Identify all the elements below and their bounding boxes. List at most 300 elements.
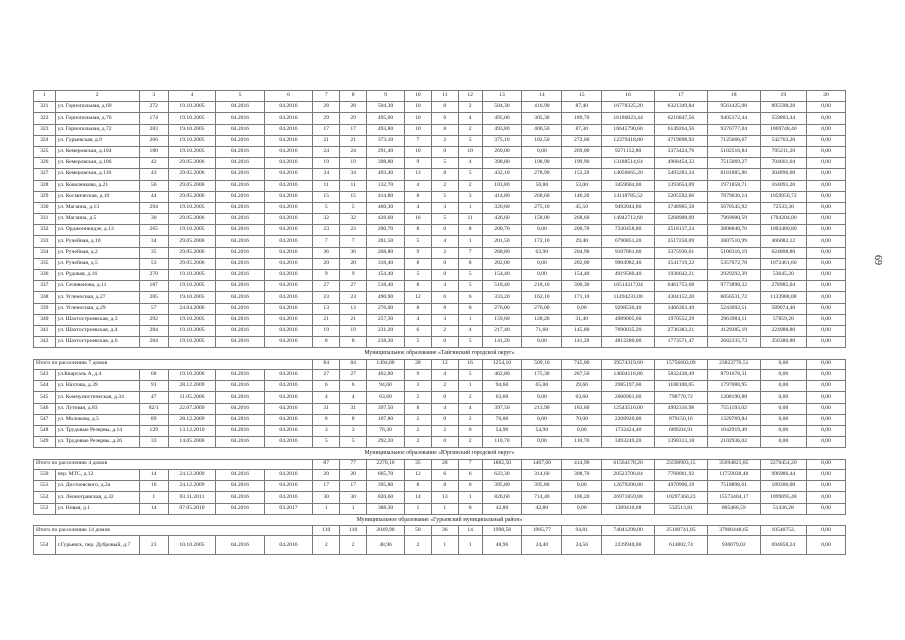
address-cell: ул. Трудовые Резервы, д.26 bbox=[55, 437, 139, 448]
table-cell: 23 bbox=[313, 292, 340, 303]
page-number: 69 bbox=[872, 255, 883, 265]
table-cell: 0,00 bbox=[807, 169, 846, 180]
table-cell: 89 bbox=[139, 414, 168, 425]
table-cell: 172,10 bbox=[522, 236, 562, 247]
table-cell: 3493249,20 bbox=[602, 437, 655, 448]
table-cell: 16180023,44 bbox=[602, 113, 655, 124]
column-number-cell: 14 bbox=[522, 91, 562, 102]
table-cell: 0,00 bbox=[522, 437, 562, 448]
table-cell: 0,00 bbox=[522, 270, 562, 281]
table-cell: 7 bbox=[404, 135, 431, 146]
table-cell: 8 bbox=[404, 191, 431, 202]
table-cell: 29.05.2006 bbox=[168, 258, 215, 269]
table-cell: 24.04.2006 bbox=[168, 303, 215, 314]
table-cell: 15573404,17 bbox=[707, 492, 760, 503]
address-cell: ул. Шахтостроевская, д.4 bbox=[55, 325, 139, 336]
column-number-cell: 1 bbox=[34, 91, 56, 102]
table-row bbox=[34, 536, 846, 555]
table-cell: 6149264,56 bbox=[655, 124, 708, 135]
column-number-cell: 2 bbox=[55, 91, 139, 102]
table-cell: 19.10.2005 bbox=[168, 314, 215, 325]
table-cell: 2 bbox=[458, 180, 482, 191]
table-cell: 339 bbox=[34, 303, 56, 314]
table-cell: 323 bbox=[34, 124, 56, 135]
table-cell: 04.2016 bbox=[264, 225, 313, 236]
table-cell: 7090035,20 bbox=[602, 325, 655, 336]
table-cell: 331 bbox=[34, 214, 56, 225]
table-cell: 04.2016 bbox=[264, 414, 313, 425]
column-number-cell: 10 bbox=[404, 91, 431, 102]
table-cell: 426,60 bbox=[367, 214, 405, 225]
table-cell: 4992316,98 bbox=[655, 403, 708, 414]
table-cell: 2 bbox=[313, 536, 340, 555]
table-cell: 1 bbox=[431, 536, 458, 555]
region-heading-row bbox=[34, 514, 846, 525]
table-cell: 11494233,00 bbox=[602, 292, 655, 303]
table-cell: 159,60 bbox=[482, 314, 522, 325]
table-cell: 13 bbox=[313, 303, 340, 314]
address-cell: ул. Ручейная, д.5 bbox=[55, 258, 139, 269]
table-cell: 04.2016 bbox=[264, 214, 313, 225]
table-cell: 3 bbox=[431, 202, 458, 213]
table-cell: 12543510,00 bbox=[602, 403, 655, 414]
table-cell: 24.12.2009 bbox=[168, 481, 215, 492]
table-cell: 398,80 bbox=[482, 158, 522, 169]
table-cell: 71,60 bbox=[522, 325, 562, 336]
table-cell: 495,00 bbox=[482, 113, 522, 124]
table-cell: 0,00 bbox=[807, 314, 846, 325]
table-cell: 2 bbox=[404, 536, 431, 555]
table-cell: 23 bbox=[340, 225, 367, 236]
column-number-cell: 17 bbox=[655, 91, 708, 102]
table-cell: 20 bbox=[313, 258, 340, 269]
table-cell: 272 bbox=[139, 102, 168, 113]
table-cell: 10.10.2005 bbox=[168, 536, 215, 555]
table-cell: 8 bbox=[404, 403, 431, 414]
table-cell: 04.2016 bbox=[216, 247, 265, 258]
table-row bbox=[34, 270, 846, 281]
table-cell: 3375936,61 bbox=[655, 247, 708, 258]
total-cell: 509,10 bbox=[522, 359, 562, 370]
column-number-cell: 9 bbox=[367, 91, 405, 102]
address-cell: ул.Кварталь А, д.4 bbox=[55, 370, 139, 381]
table-cell: 153,20 bbox=[562, 169, 602, 180]
table-cell: 554 bbox=[34, 536, 56, 555]
table-cell: 332 bbox=[34, 225, 56, 236]
table-cell: 0,00 bbox=[522, 414, 562, 425]
table-cell: 7518898,61 bbox=[707, 481, 760, 492]
column-number-cell: 11 bbox=[431, 91, 458, 102]
table-cell: 8 bbox=[404, 258, 431, 269]
table-cell: 36 bbox=[313, 247, 340, 258]
table-cell: 3 bbox=[458, 191, 482, 202]
table-cell: 04.2016 bbox=[264, 158, 313, 169]
table-cell: 2 bbox=[431, 247, 458, 258]
table-cell: 12679200,80 bbox=[602, 481, 655, 492]
table-cell: 8 bbox=[431, 481, 458, 492]
table-cell: 14 bbox=[404, 492, 431, 503]
total-cell: 2270454,20 bbox=[760, 459, 806, 470]
table-cell: 107,80 bbox=[367, 414, 405, 425]
table-cell: 1 bbox=[139, 492, 168, 503]
table-cell: 504,30 bbox=[482, 102, 522, 113]
table-cell: 04.2016 bbox=[216, 191, 265, 202]
table-cell: 490,90 bbox=[367, 292, 405, 303]
table-cell: 276,00 bbox=[482, 303, 522, 314]
table-cell: 5106316,19 bbox=[707, 247, 760, 258]
table-cell: 04.2016 bbox=[264, 303, 313, 314]
table-cell: 0 bbox=[431, 337, 458, 348]
total-label: Итого по расселению 4 домов bbox=[34, 459, 313, 470]
table-cell: 04.2016 bbox=[264, 481, 313, 492]
table-cell: 154,40 bbox=[562, 270, 602, 281]
table-cell: 22.07.2009 bbox=[168, 403, 215, 414]
table-cell: 493,80 bbox=[367, 124, 405, 135]
table-cell: 63,90 bbox=[522, 247, 562, 258]
table-cell: 8 bbox=[431, 169, 458, 180]
total-cell: 23823776,51 bbox=[707, 359, 760, 370]
table-cell: 04.2016 bbox=[264, 403, 313, 414]
table-cell: 110,70 bbox=[562, 437, 602, 448]
section-total-row bbox=[34, 525, 846, 536]
table-cell: 0,00 bbox=[807, 425, 846, 436]
table-cell: 0,00 bbox=[807, 292, 846, 303]
region-heading-row bbox=[34, 448, 846, 459]
table-cell: 42 bbox=[139, 158, 168, 169]
table-row bbox=[34, 180, 846, 191]
table-row bbox=[34, 314, 846, 325]
table-cell: 218,10 bbox=[522, 281, 562, 292]
address-cell: ул. Горнопольная, д.69 bbox=[55, 102, 139, 113]
table-cell: 31 bbox=[340, 403, 367, 414]
table-cell: 7515069,27 bbox=[707, 158, 760, 169]
table-cell: 3 bbox=[313, 425, 340, 436]
table-cell: 70,00 bbox=[482, 414, 522, 425]
table-cell: 19.10.2005 bbox=[168, 124, 215, 135]
table-cell: 7879036,14 bbox=[707, 191, 760, 202]
table-row bbox=[34, 236, 846, 247]
table-cell: 04.2016 bbox=[216, 392, 265, 403]
table-cell: 12 bbox=[404, 470, 431, 481]
total-cell: 745,00 bbox=[562, 359, 602, 370]
table-row bbox=[34, 247, 846, 258]
table-cell: 930079,02 bbox=[707, 536, 760, 555]
table-cell: 19.10.2005 bbox=[168, 135, 215, 146]
table-cell: 4 bbox=[458, 113, 482, 124]
table-cell: 2006961,60 bbox=[602, 392, 655, 403]
table-cell: 6216847,56 bbox=[655, 113, 708, 124]
table-cell: 5 bbox=[458, 281, 482, 292]
table-row bbox=[34, 191, 846, 202]
table-cell: 8 bbox=[404, 225, 431, 236]
table-cell: 275,10 bbox=[522, 202, 562, 213]
table-cell: 20 bbox=[340, 470, 367, 481]
table-cell: 4970996,19 bbox=[655, 481, 708, 492]
table-cell: 17 bbox=[313, 481, 340, 492]
table-cell: 2518137,24 bbox=[655, 225, 708, 236]
table-cell: 335 bbox=[34, 258, 56, 269]
address-cell: ул. Рудовая, д.16 bbox=[55, 270, 139, 281]
table-cell: 9492044,80 bbox=[602, 202, 655, 213]
table-cell: 04.2016 bbox=[216, 169, 265, 180]
table-cell: 9 bbox=[404, 158, 431, 169]
table-cell: 395,80 bbox=[522, 481, 562, 492]
address-cell: ул. Кемеровская, д.106 bbox=[55, 158, 139, 169]
table-cell: 04.2016 bbox=[264, 370, 313, 381]
region-heading: Муниципальное образование «Тайгинский городской округ» bbox=[34, 348, 846, 359]
table-cell: 146,20 bbox=[562, 191, 602, 202]
address-cell: ул. Горнопольная, д.70 bbox=[55, 113, 139, 124]
total-cell: 1494,80 bbox=[367, 359, 405, 370]
column-number-cell: 5 bbox=[216, 91, 265, 102]
table-cell: 879150,16 bbox=[655, 414, 708, 425]
table-cell: 8 bbox=[458, 225, 482, 236]
table-cell: 589074,40 bbox=[760, 303, 806, 314]
table-cell: 1 bbox=[458, 314, 482, 325]
table-cell: 544 bbox=[34, 381, 56, 392]
table-cell: 6 bbox=[340, 381, 367, 392]
table-cell: 5268908,09 bbox=[655, 214, 708, 225]
total-cell: 2049,90 bbox=[367, 525, 405, 536]
table-cell: 466082,12 bbox=[760, 236, 806, 247]
table-cell: 54,90 bbox=[482, 425, 522, 436]
table-cell: 320,60 bbox=[482, 202, 522, 213]
table-cell: 04.2016 bbox=[264, 492, 313, 503]
table-cell: 9561425,08 bbox=[707, 102, 760, 113]
table-cell: 48,96 bbox=[367, 536, 405, 555]
table-row bbox=[34, 470, 846, 481]
table-cell: 330 bbox=[34, 202, 56, 213]
table-cell: 10 bbox=[458, 146, 482, 157]
table-cell: 36 bbox=[340, 247, 367, 258]
total-cell: 39574319,60 bbox=[602, 359, 655, 370]
table-cell: 704661,04 bbox=[760, 158, 806, 169]
table-cell: 305,30 bbox=[522, 113, 562, 124]
table-cell: 9 bbox=[340, 270, 367, 281]
table-cell: 31,40 bbox=[562, 314, 602, 325]
table-cell: 11.05.2006 bbox=[168, 392, 215, 403]
table-cell: 4 bbox=[431, 403, 458, 414]
table-cell: 04.2016 bbox=[216, 281, 265, 292]
table-cell: 2 bbox=[458, 392, 482, 403]
table-cell: 820,60 bbox=[482, 492, 522, 503]
table-cell: 1732424,40 bbox=[602, 425, 655, 436]
table-cell: 171,10 bbox=[562, 292, 602, 303]
table-cell: 04.2016 bbox=[216, 381, 265, 392]
table-row bbox=[34, 437, 846, 448]
address-cell: ул. Магаина, д.5 bbox=[55, 214, 139, 225]
table-cell: 217,40 bbox=[482, 325, 522, 336]
table-cell: 414,80 bbox=[367, 191, 405, 202]
table-cell: 532513,81 bbox=[655, 503, 708, 514]
table-cell: 0 bbox=[458, 481, 482, 492]
table-cell: 2929292,39 bbox=[707, 270, 760, 281]
table-cell: 9 bbox=[404, 370, 431, 381]
table-cell: 8791678,31 bbox=[707, 370, 760, 381]
total-cell: 84 bbox=[340, 359, 367, 370]
table-cell: 04.2016 bbox=[216, 536, 265, 555]
table-cell: 04.2016 bbox=[216, 492, 265, 503]
table-cell: 20523706,84 bbox=[602, 470, 655, 481]
table-cell: 504,30 bbox=[367, 102, 405, 113]
address-cell: ул. Угленосная, д.27 bbox=[55, 292, 139, 303]
table-cell: 397,50 bbox=[367, 403, 405, 414]
total-label: Итого по расселению 14 домов bbox=[34, 525, 313, 536]
table-cell: 21 bbox=[340, 135, 367, 146]
table-cell: 0 bbox=[431, 414, 458, 425]
table-cell: 0,00 bbox=[807, 325, 846, 336]
table-cell: 8 bbox=[404, 481, 431, 492]
table-cell: 162,10 bbox=[522, 292, 562, 303]
total-cell: 1254,10 bbox=[482, 359, 522, 370]
table-cell: 462,80 bbox=[482, 370, 522, 381]
table-cell: 04.2016 bbox=[216, 470, 265, 481]
table-cell: 0,00 bbox=[807, 492, 846, 503]
table-cell: 5102516,84 bbox=[707, 146, 760, 157]
table-cell: 04.2016 bbox=[216, 146, 265, 157]
table-cell: 53,00 bbox=[562, 180, 602, 191]
table-cell: 2 bbox=[431, 180, 458, 191]
table-cell: 1329769,84 bbox=[707, 414, 760, 425]
table-cell: 19 bbox=[313, 158, 340, 169]
table-cell: 269,00 bbox=[562, 146, 602, 157]
total-cell: 50 bbox=[404, 525, 431, 536]
table-cell: 14 bbox=[139, 503, 168, 514]
table-cell: 6 bbox=[404, 325, 431, 336]
table-cell: 180 bbox=[139, 146, 168, 157]
table-cell: 9376777,04 bbox=[707, 124, 760, 135]
table-cell: 549 bbox=[34, 437, 56, 448]
table-cell: 5205592,66 bbox=[655, 191, 708, 202]
table-cell: 546 bbox=[34, 403, 56, 414]
table-cell: 1 bbox=[458, 492, 482, 503]
table-cell: 1 bbox=[458, 236, 482, 247]
table-cell: 19.10.2006 bbox=[168, 370, 215, 381]
table-cell: 19.10.2005 bbox=[168, 337, 215, 348]
table-cell: 1208190,88 bbox=[707, 392, 760, 403]
table-cell: 395,80 bbox=[367, 481, 405, 492]
table-cell: 27 bbox=[313, 281, 340, 292]
table-cell: 6056531,72 bbox=[707, 292, 760, 303]
table-cell: 04.2016 bbox=[264, 236, 313, 247]
table-cell: 30 bbox=[139, 214, 168, 225]
table-cell: 0,00 bbox=[562, 303, 602, 314]
table-cell: 5 bbox=[458, 135, 482, 146]
table-cell: 0,00 bbox=[807, 281, 846, 292]
table-cell: 15 bbox=[340, 191, 367, 202]
table-cell: 132,70 bbox=[367, 180, 405, 191]
table-cell: 0,00 bbox=[807, 214, 846, 225]
table-cell: 7969600,59 bbox=[707, 214, 760, 225]
table-cell: 154,40 bbox=[367, 270, 405, 281]
table-cell: 336 bbox=[34, 270, 56, 281]
table-cell: 24 bbox=[340, 146, 367, 157]
table-cell: 334 bbox=[34, 247, 56, 258]
total-cell: 0,00 bbox=[807, 359, 846, 370]
table-cell: 0,00 bbox=[807, 124, 846, 135]
table-cell: 200,70 bbox=[367, 225, 405, 236]
region-heading: Муниципальное образование «Гурьевский муниципальный район» bbox=[34, 514, 846, 525]
table-cell: 45,50 bbox=[562, 202, 602, 213]
register-table-body bbox=[34, 91, 846, 555]
table-cell: 57859,20 bbox=[760, 314, 806, 325]
table-cell: 3 bbox=[431, 314, 458, 325]
table-cell: 287,50 bbox=[562, 370, 602, 381]
table-cell: 128,20 bbox=[522, 314, 562, 325]
table-cell: 13.12.2010 bbox=[168, 425, 215, 436]
table-cell: 19 bbox=[340, 325, 367, 336]
table-cell: 04.2016 bbox=[216, 225, 265, 236]
table-row bbox=[34, 503, 846, 514]
table-cell: 552 bbox=[34, 492, 56, 503]
table-cell: 54,90 bbox=[522, 425, 562, 436]
table-cell: 4 bbox=[404, 180, 431, 191]
table-cell: 31 bbox=[313, 403, 340, 414]
table-cell: 04.2016 bbox=[264, 102, 313, 113]
table-cell: 3807510,99 bbox=[707, 236, 760, 247]
table-cell: 4 bbox=[313, 392, 340, 403]
table-cell: 395,80 bbox=[482, 481, 522, 492]
table-cell: 200,70 bbox=[482, 225, 522, 236]
table-cell: 8181885,86 bbox=[707, 169, 760, 180]
table-row bbox=[34, 146, 846, 157]
table-cell: 341 bbox=[34, 325, 56, 336]
table-cell: 87,30 bbox=[562, 124, 602, 135]
table-cell: 04.2016 bbox=[216, 403, 265, 414]
register-table-sheet bbox=[33, 90, 846, 555]
table-cell: 63,60 bbox=[482, 392, 522, 403]
table-cell: 1 bbox=[458, 202, 482, 213]
table-cell: 8 bbox=[313, 337, 340, 348]
table-cell: 04.2016 bbox=[216, 325, 265, 336]
table-cell: 04.2016 bbox=[264, 292, 313, 303]
table-cell: 103,80 bbox=[482, 180, 522, 191]
table-cell: 10297360,23 bbox=[655, 492, 708, 503]
table-cell: 0 bbox=[431, 146, 458, 157]
table-cell: 21 bbox=[340, 314, 367, 325]
table-cell: 542763,20 bbox=[760, 135, 806, 146]
table-cell: 2682335,73 bbox=[707, 337, 760, 348]
table-cell: 4968454,33 bbox=[655, 158, 708, 169]
address-cell: ул. Магаина, д.13 bbox=[55, 202, 139, 213]
table-cell: 9904982,40 bbox=[602, 258, 655, 269]
table-cell: 614802,74 bbox=[655, 536, 708, 555]
table-cell: 8 bbox=[431, 303, 458, 314]
table-cell: 141,20 bbox=[562, 337, 602, 348]
table-cell: 68 bbox=[139, 370, 168, 381]
table-cell: 551 bbox=[34, 481, 56, 492]
table-cell: 820,60 bbox=[367, 492, 405, 503]
total-cell: 77 bbox=[340, 459, 367, 470]
table-cell: 3459604,00 bbox=[602, 180, 655, 191]
table-cell: 2 bbox=[431, 381, 458, 392]
table-cell: 553 bbox=[34, 503, 56, 514]
table-cell: 1389410,68 bbox=[602, 503, 655, 514]
total-cell: 0,00 bbox=[760, 359, 806, 370]
column-number-cell: 18 bbox=[707, 91, 760, 102]
table-cell: 278,90 bbox=[522, 169, 562, 180]
table-cell: 76,30 bbox=[367, 425, 405, 436]
column-number-cell: 4 bbox=[168, 91, 215, 102]
table-row bbox=[34, 258, 846, 269]
table-cell: 28 bbox=[340, 102, 367, 113]
table-cell: 23 bbox=[139, 536, 168, 555]
table-cell: 1 bbox=[431, 503, 458, 514]
table-cell: 04.2016 bbox=[216, 158, 265, 169]
table-cell: 0,00 bbox=[522, 337, 562, 348]
table-cell: 231,20 bbox=[367, 325, 405, 336]
table-cell: 5 bbox=[404, 337, 431, 348]
